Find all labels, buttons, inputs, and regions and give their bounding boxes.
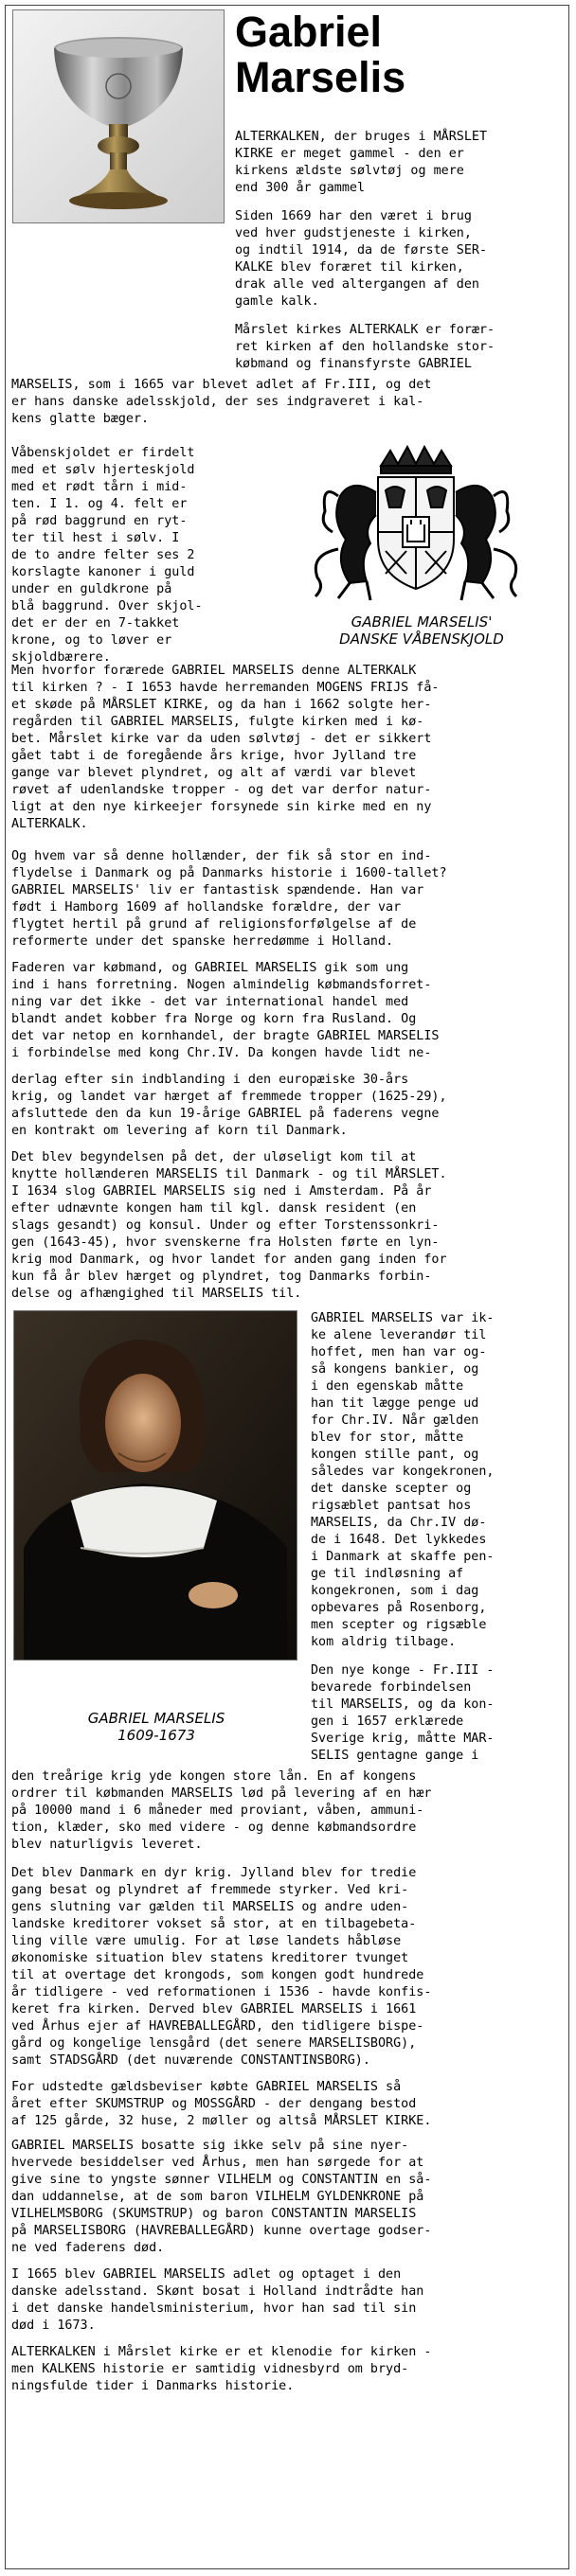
paragraph-hvorfor: Men hvorfor forærede GABRIEL MARSELIS denne ALTERKALK til kirken ? - I 1653 havde herremanden MOGENS FRIJS få- et skøde på MÅRSLET KIRKE, og da han i 1662 solgte her- regården til GABRIEL MARSELIS, fulgte kirken med i kø- bet. Mårslet kirke var da uden sølvtøj - det er sikkert gået tabt i de foregående års krige, hvor Jylland tre gange var blevet plyndret, og alt af værdi var blevet røvet af udenlandske tropper - og det var derfor natur- ligt at den nye kirkeejer forsynede sin kirke med en ny ALTERKALK. bbox=[11, 664, 440, 831]
paragraph-gift-start: Mårslet kirkes ALTERKALK er forær- ret kirken af den hollandske stor- købmand og finansfyrste GABRIEL bbox=[235, 323, 495, 371]
paragraph-nederlag: derlag efter sin indblanding i den europæiske 30-års krig, og landet var hærget af fremmede tropper (1625-29), afsluttede den da kun 19-årige GABRIEL på faderens vegne en kontrakt om levering af korn til Danmark. bbox=[11, 1073, 447, 1138]
chalice-photo bbox=[12, 9, 225, 223]
paragraph-gaeldsbeviser: For udstedte gældsbeviser købte GABRIEL MARSELIS så året efter SKUMSTRUP og MOSSGÅRD - der dengang bestod af 125 gårde, 32 huse, 2 møller og altså MÅRSLET KIRKE. bbox=[11, 2080, 432, 2128]
caption-portrait: GABRIEL MARSELIS 1609-1673 bbox=[87, 1710, 225, 1744]
portrait-photo bbox=[13, 1310, 297, 1661]
coat-of-arms-drawing bbox=[272, 445, 561, 611]
paragraph-adlet: I 1665 blev GABRIEL MARSELIS adlet og optaget i den danske adelsstand. Skønt bosat i Holland indtrådte han i det danske handelsministerium, hvor han sad til sin død i 1673. bbox=[11, 2267, 424, 2333]
paragraph-ny-konge: Den nye konge - Fr.III - bevarede forbindelsen til MARSELIS, og da kon- gen i 1657 erklærede Sverige krig, måtte MAR- SELIS gentagne gange i bbox=[311, 1663, 495, 1763]
paragraph-alterkalken-intro: ALTERKALKEN, der bruges i MÅRSLET KIRKE er meget gammel - den er kirkens ældste sølvtøj og mere end 300 år gammel bbox=[235, 130, 488, 195]
paragraph-begyndelsen: Det blev begyndelsen på det, der uløseligt kom til at knytte hollænderen MARSELIS til Danmark - og til MÅRSLET. I 1634 slog GABRIEL MARSELIS sig ned i Amsterdam. På år efter udnævnte kongen ham til kgl. dansk resident (en slags gesandt) og konsul. Under og efter Torstenssonkri- gen (1643-45), hvor svenskerne fra Holsten førte en lyn- krig mod Danmark, og hvor landet for anden gang inden for kun få år blev hærget og plyndret, tog Danmarks forbin- delse og afhængighed til MARSELIS til. bbox=[11, 1150, 447, 1301]
paragraph-dyr-krig: Det blev Danmark en dyr krig. Jylland blev for tredie gang besat og plyndret af fremmede styrker. Ved kri- gens slutning var gælden til MARSELIS og andre uden- landske kreditorer vokset så stor, at en tilbagebeta- ling ville være umulig. For at løse landets håbløse økonomiske situation blev statens kreditorer tvunget til at overtage det krongods, som kongen godt hundrede år tidligere - ved reformationen i 1536 - havde konfis- keret fra kirken. Derved blev GABRIEL MARSELIS i 1661 ved Århus ejer af HAVREBALLEGÅRD, den tidligere bispe- gård og kongelige lensgård (det senere MARSELISBORG), samt STADSGÅRD (det nuværende CONSTANTINSBORG). bbox=[11, 1866, 432, 2068]
paragraph-faderen: Faderen var købmand, og GABRIEL MARSELIS gik som ung ind i hans forretning. Nogen almindelig købmandsforret- ning var det ikke - det var international handel med blandt andet kobber fra Norge og korn fra Rusland. Og det var netop en kornhandel, der bragte GABRIEL MARSELIS i forbindelse med kong Chr.IV. Da kongen havde lidt ne- bbox=[11, 961, 440, 1060]
paragraph-vaabenskjold: Våbenskjoldet er firdelt med et sølv hjerteskjold med et rødt tårn i mid- ten. I 1. og 4. felt er på rød baggrund en ryt- ter til hest i sølv. I de to andre felter ses 2 korslagte kanoner i guld under en guldkrone på blå baggrund. Over skjol- det er der en 7-takket krone, og to løver er skjoldbærere. bbox=[11, 446, 203, 665]
paragraph-siden-1669: Siden 1669 har den været i brug ved hver gudstjeneste i kirken, og indtil 1914, da de første SER- KALKE blev foræret til kirken, drak alle ved altergangen af den gamle kalk. bbox=[235, 209, 488, 309]
portrait-illustration bbox=[14, 1311, 297, 1660]
paragraph-leverandoer: GABRIEL MARSELIS var ik- ke alene leverandør til hoffet, men han var og- så kongens bankier, og i den egenskab måtte han tit lægge penge ud for Chr.IV. Når gælden blev for stor, måtte kongen stille pant, og således var kongekronen, det danske scepter og rigsæblet pantsat hos MARSELIS, da Chr.IV dø- de i 1648. Det lykkedes i Danmark at skaffe pen- ge til indløsning af kongekronen, som i dag opbevares på Rosenborg, men scepter og rigsæble kom aldrig tilbage. bbox=[311, 1311, 495, 1649]
paragraph-klenodie: ALTERKALKEN i Mårslet kirke er et klenodie for kirken - men KALKENS historie er samtidig vidnesbyrd om bryd- ningsfulde tider i Danmarks historie. bbox=[11, 2345, 432, 2393]
paragraph-treaarige-krig: den treårige krig yde kongen store lån. En af kongens ordrer til købmanden MARSELIS lød på levering af en hær på 10000 mand i 6 måneder med proviant, våben, ammuni- tion, klæder, sko med videre - og denne købmandsordre blev naturligvis leveret. bbox=[11, 1769, 432, 1852]
paragraph-gift-cont: MARSELIS, som i 1665 var blevet adlet af Fr.III, og det er hans danske adelsskjold, der ses indgraveret i kal- kens glatte bæger. bbox=[11, 378, 432, 426]
chalice-illustration bbox=[13, 10, 224, 222]
page-title: Gabriel Marselis bbox=[235, 8, 406, 101]
caption-coat-of-arms: GABRIEL MARSELIS' DANSKE VÅBENSKJOLD bbox=[339, 613, 504, 648]
paragraph-bosatte: GABRIEL MARSELIS bosatte sig ikke selv på sine nyer- hvervede besiddelser ved Århus, men han sørgede for at give sine to yngste sønner VILHELM og CONSTANTIN en så- dan uddannelse, at de som baron VILHELM GYLDENKRONE på VILHELMSBORG (SKUMSTRUP) og baron CONSTANTIN MARSELIS på MARSELISBORG (HAVREBALLEGÅRD) kunne overtage godser- ne ved faderens død. bbox=[11, 2139, 432, 2255]
paragraph-hvem: Og hvem var så denne hollænder, der fik så stor en ind- flydelse i Danmark og på Danmarks historie i 1600-tallet? GABRIEL MARSELIS' liv er fantastisk spændende. Han var født i Hamborg 1609 af hollandske forældre, der var flygtet hertil på grund af religionsforfølgelse af de reformerte under det spanske herredømme i Holland. bbox=[11, 849, 447, 949]
